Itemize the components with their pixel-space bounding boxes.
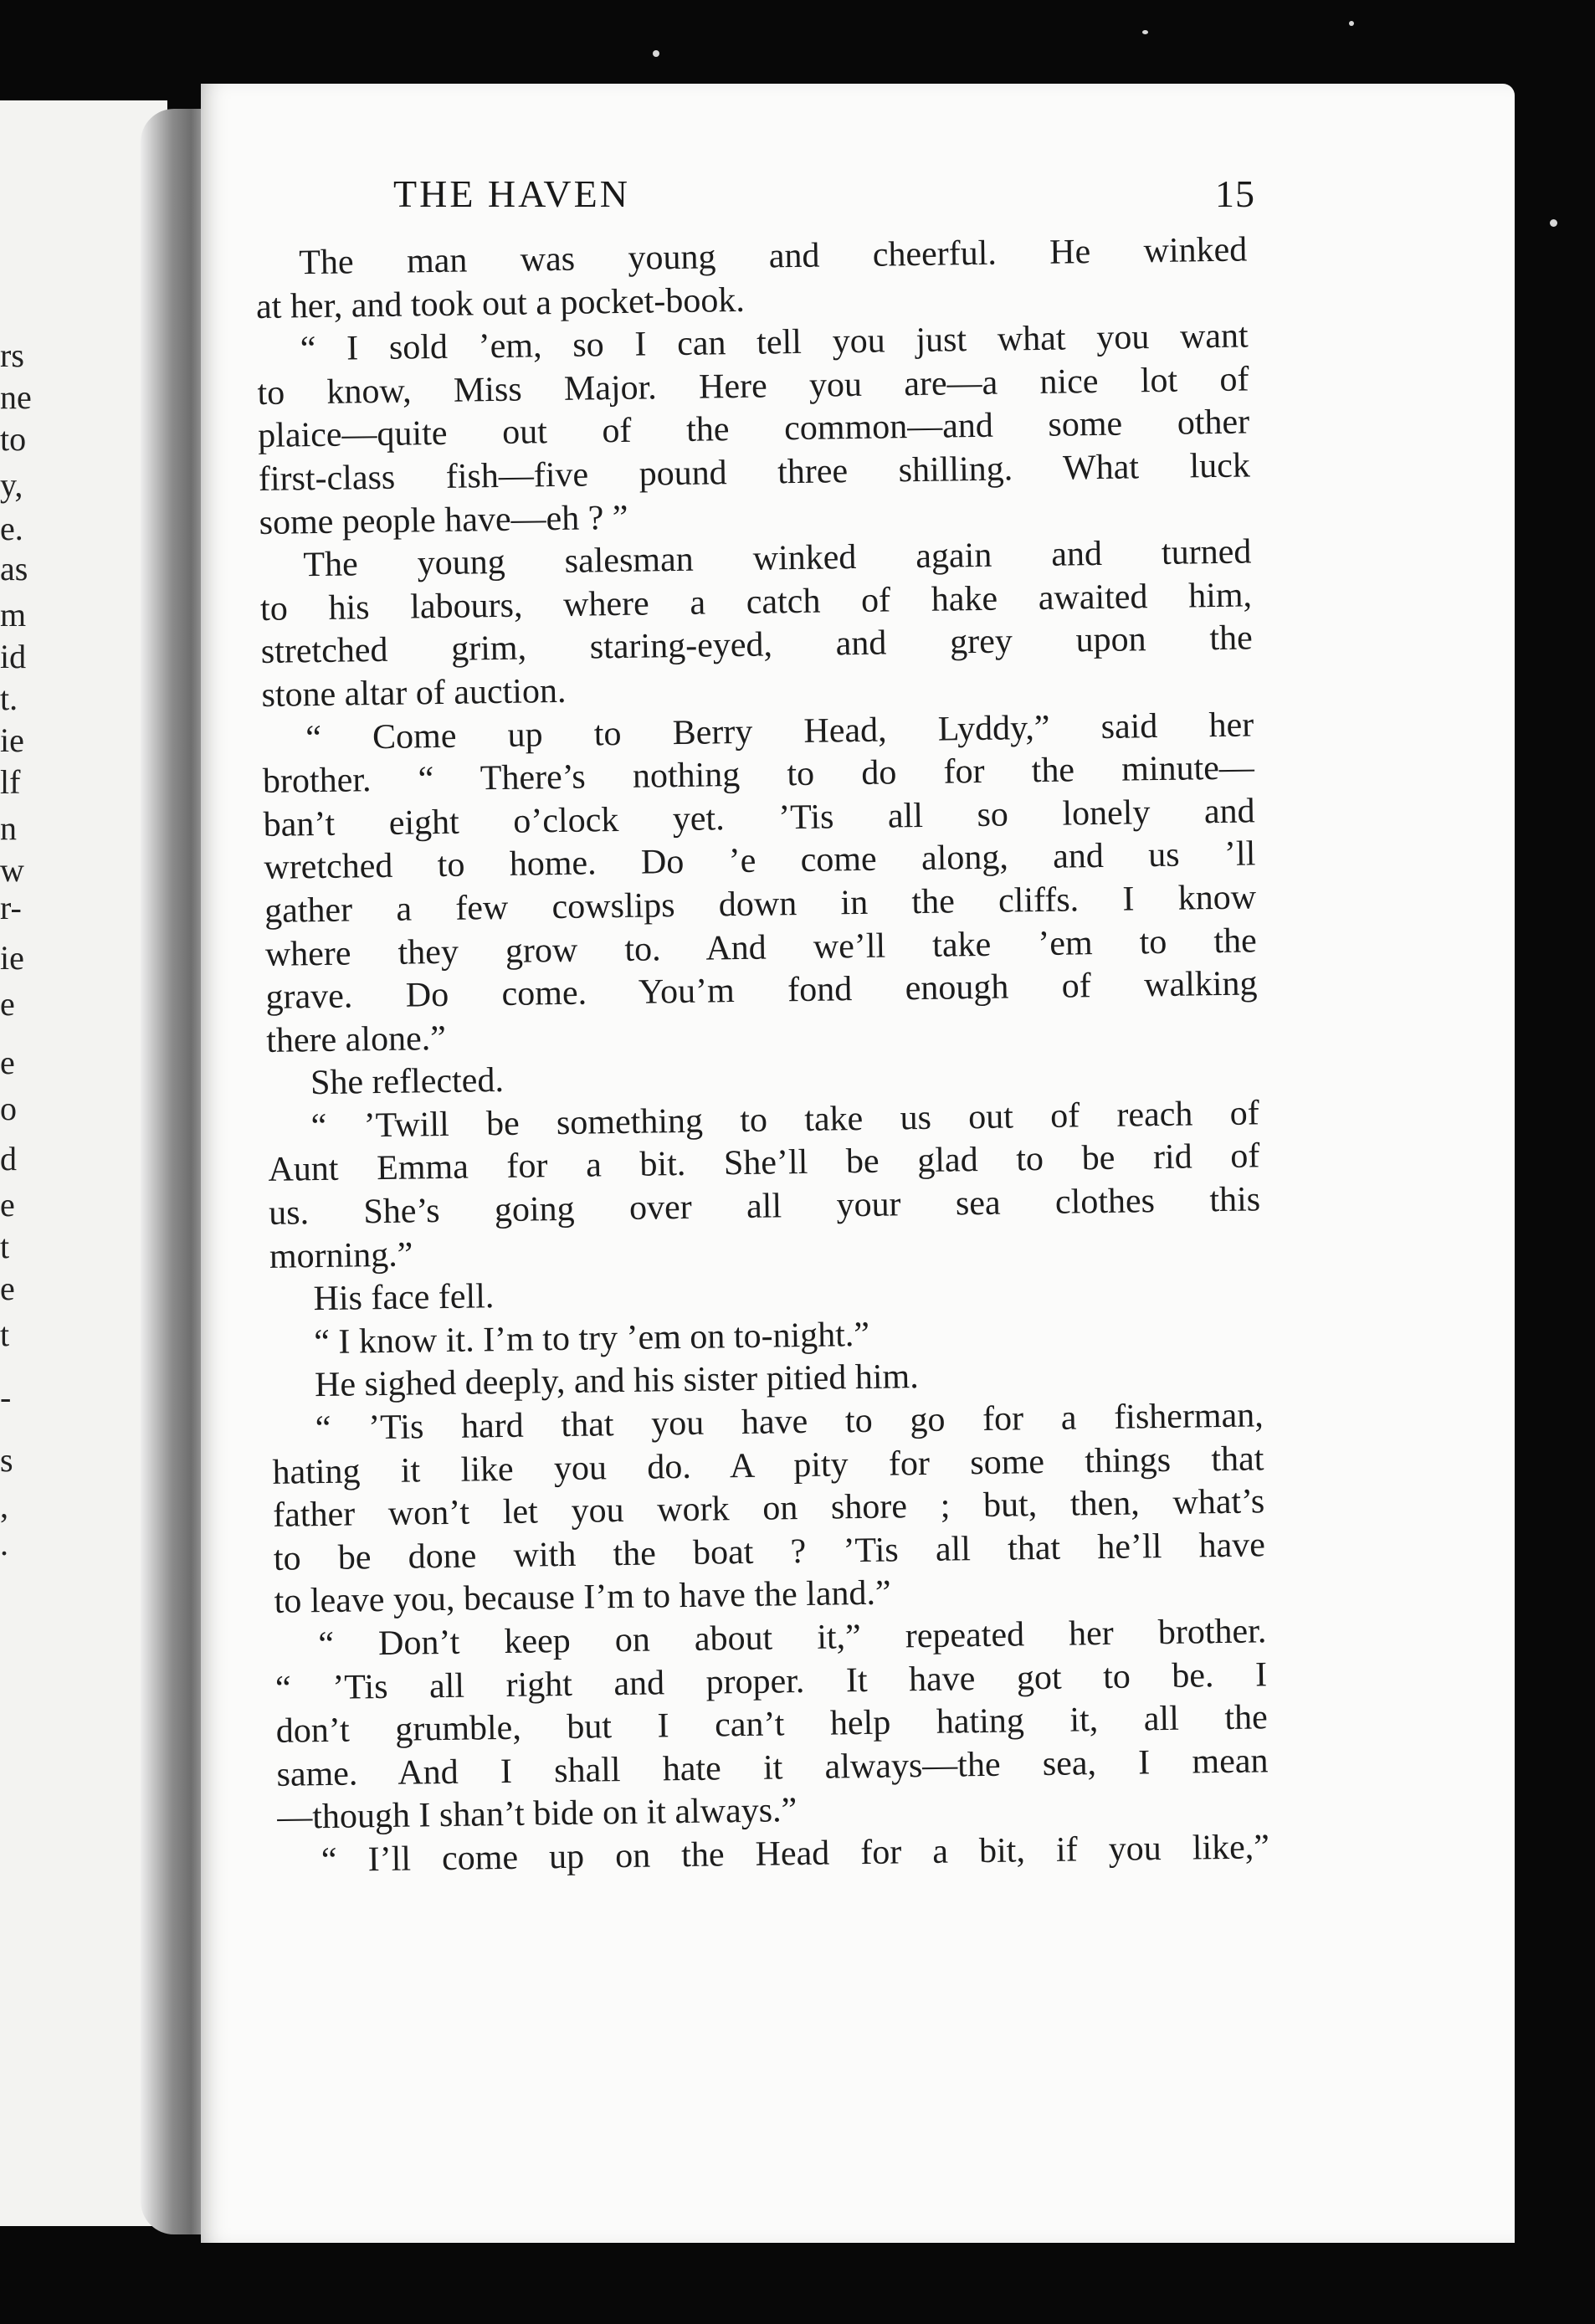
- left-page-text-fragment: o: [0, 1090, 17, 1127]
- left-page-text-fragment: s: [0, 1441, 13, 1479]
- text-line: don’t grumble, but I can’t help hating it, all the: [275, 1698, 1269, 1752]
- left-page-text-fragment: e: [0, 1044, 15, 1081]
- scan-speck: [1550, 219, 1557, 227]
- text-line: plaice—quite out of the common—and some other: [257, 403, 1250, 456]
- text-line: The young salesman winked again and turned: [303, 532, 1252, 585]
- text-line: to his labours, where a catch of hake awaited him,: [259, 576, 1253, 628]
- left-page-text-fragment: as: [0, 550, 28, 587]
- left-page-text-fragment: t.: [0, 680, 18, 717]
- text-line: Aunt Emma for a bit. She’ll be glad to be rid of: [268, 1136, 1260, 1190]
- text-line: gather a few cowslips down in the cliffs. I know: [264, 878, 1257, 931]
- text-line: “ I know it. I’m to try ’em on to-night.”: [314, 1315, 870, 1362]
- text-line: stone altar of auction.: [261, 671, 567, 715]
- left-page-text-fragment: ie: [0, 721, 24, 759]
- left-page-text-fragment: w: [0, 851, 24, 889]
- text-line: first-class fish—five pound three shilling. What luck: [258, 446, 1251, 499]
- left-page-text-fragment: lf: [0, 763, 21, 801]
- left-page-text-fragment: y,: [0, 466, 23, 504]
- left-page-text-fragment: to: [0, 420, 27, 458]
- text-line: some people have—eh ? ”: [259, 498, 628, 542]
- running-title: THE HAVEN: [393, 172, 630, 215]
- text-line: He sighed deeply, and his sister pitied him.: [314, 1357, 919, 1405]
- text-line: “ ’Tis all right and proper. It have got to be. I: [274, 1655, 1268, 1708]
- left-page-text-fragment: .: [0, 1525, 8, 1562]
- text-line: “ Don’t keep on about it,” repeated her brother.: [318, 1612, 1267, 1665]
- text-line: “ ’Twill be something to take us out of reach of: [310, 1094, 1259, 1147]
- scan-speck: [1142, 30, 1148, 34]
- text-line: morning.”: [269, 1235, 413, 1276]
- left-page-text-fragment: ie: [0, 939, 24, 977]
- text-line: to know, Miss Major. Here you are—a nice lot of: [257, 360, 1249, 413]
- left-page-text-fragment: n: [0, 809, 17, 847]
- left-page-text-fragment: -: [0, 1378, 12, 1416]
- text-line: His face fell.: [313, 1277, 495, 1319]
- scan-speck: [653, 50, 659, 57]
- text-line: there alone.”: [265, 1018, 447, 1060]
- left-page-text-fragment: ,: [0, 1487, 8, 1525]
- scan-speck: [1349, 21, 1354, 26]
- text-line: to be done with the boat ? ’Tis all that he’ll have: [273, 1526, 1266, 1578]
- text-line: father won’t let you work on shore ; but, then, what’s: [272, 1482, 1265, 1536]
- text-line: “ Come up to Berry Head, Lyddy,” said her: [305, 705, 1254, 757]
- text-line: —though I shan’t bide on it always.”: [276, 1791, 798, 1838]
- text-line: wretched to home. Do ’e come along, and us ’ll: [264, 834, 1256, 888]
- left-page-text-fragment: e: [0, 985, 15, 1023]
- text-line: The man was young and cheerful. He winked: [299, 230, 1248, 283]
- text-line: stretched grim, staring-eyed, and grey upon the: [260, 618, 1254, 672]
- running-header: [393, 172, 1255, 222]
- page-number: 15: [1215, 172, 1255, 215]
- text-line: hating it like you do. A pity for some things that: [272, 1439, 1264, 1492]
- text-line: same. And I shall hate it always—the sea, I mean: [276, 1742, 1269, 1794]
- text-line: where they grow to. And we’ll take ’em to the: [264, 921, 1258, 974]
- text-line: ban’t eight o’clock yet. ’Tis all so lonely and: [263, 792, 1255, 844]
- left-page-text-fragment: e: [0, 1270, 15, 1307]
- left-page-text-fragment: ne: [0, 378, 32, 416]
- left-page-text-fragment: m: [0, 596, 27, 634]
- left-page-text-fragment: t: [0, 1228, 10, 1265]
- text-line: “ ’Tis hard that you have to go for a fisherman,: [315, 1396, 1264, 1449]
- left-page-text-fragment: id: [0, 638, 27, 675]
- left-page-text-fragment: rs: [0, 336, 24, 374]
- left-page-text-fragment: e: [0, 1186, 15, 1224]
- text-line: to leave you, because I’m to have the land.”: [274, 1573, 891, 1622]
- text-line: “ I sold ’em, so I can tell you just what you want: [300, 316, 1249, 369]
- text-line: “ I’ll come up on the Head for a bit, if you like,”: [321, 1828, 1270, 1880]
- text-line: She reflected.: [310, 1061, 505, 1103]
- left-page-text-fragment: r-: [0, 889, 22, 926]
- text-line: at her, and took out a pocket-book.: [255, 280, 746, 326]
- text-line: grave. Do come. You’m fond enough of walking: [265, 964, 1258, 1018]
- text-line: brother. “ There’s nothing to do for the minute—: [262, 748, 1255, 802]
- text-line: us. She’s going over all your sea clothes this: [268, 1180, 1261, 1233]
- left-page-text-fragment: d: [0, 1140, 17, 1177]
- left-page-text-fragment: e.: [0, 510, 23, 547]
- left-page-text-fragment: t: [0, 1316, 10, 1353]
- page-body-text: [255, 228, 1269, 1883]
